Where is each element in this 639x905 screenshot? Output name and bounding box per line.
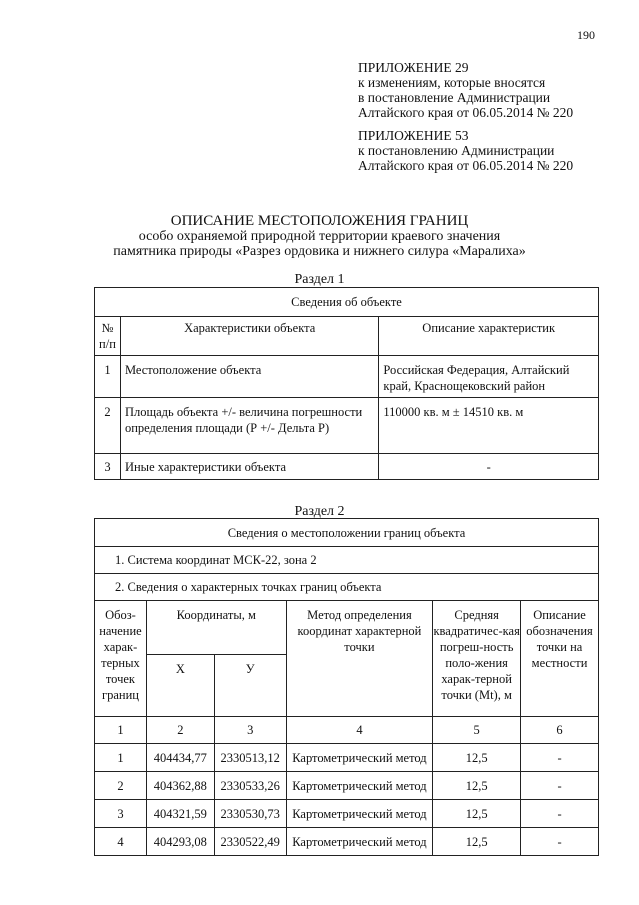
point-desc: - (521, 800, 599, 828)
point-mt: 12,5 (433, 772, 521, 800)
row-char: Иные характеристики объекта (120, 454, 378, 480)
point-method: Картометрический метод (286, 744, 433, 772)
col-header-desc: Описание характеристик (379, 317, 599, 356)
point-x: 404293,08 (146, 828, 214, 856)
table-row (95, 828, 599, 856)
column-number: 4 (286, 717, 433, 744)
point-desc: - (521, 744, 599, 772)
appendix-29-line: к изменениям, которые вносятся (358, 75, 546, 90)
point-y: 2330530,73 (214, 800, 286, 828)
row-num: 1 (95, 356, 121, 398)
col-header-char: Характеристики объекта (120, 317, 378, 356)
point-id: 3 (95, 800, 147, 828)
col-header-desc: Описание обозначения точки на местности (521, 601, 599, 717)
point-desc: - (521, 828, 599, 856)
appendix-29-line: Алтайского края от 06.05.2014 № 220 (358, 105, 574, 120)
appendix-53-block (358, 128, 573, 173)
column-number: 1 (95, 717, 147, 744)
col-header-method: Метод определения координат характерной точки (286, 601, 433, 717)
column-number: 5 (433, 717, 521, 744)
table-heading: Сведения о местоположении границ объекта (95, 519, 599, 547)
point-x: 404321,59 (146, 800, 214, 828)
column-number-row (95, 717, 599, 744)
table-row (95, 398, 599, 454)
table-row (95, 356, 599, 398)
title-line: памятника природы «Разрез ордовика и нижнего силура «Маралиха» (113, 244, 526, 259)
table-row (95, 744, 599, 772)
section-2-label: Раздел 2 (294, 504, 345, 519)
title-line: особо охраняемой природной территории краевого значения (138, 229, 501, 244)
table-row (95, 772, 599, 800)
col-header-coords: Координаты, м (146, 601, 286, 655)
point-desc: - (521, 772, 599, 800)
column-number: 2 (146, 717, 214, 744)
point-mt: 12,5 (433, 800, 521, 828)
col-header-y: У (214, 655, 286, 717)
column-number: 6 (521, 717, 599, 744)
point-id: 4 (95, 828, 147, 856)
appendix-29-title: ПРИЛОЖЕНИЕ 29 (358, 60, 469, 75)
points-info-line: 2. Сведения о характерных точках границ объекта (95, 574, 599, 601)
appendix-53-line: Алтайского края от 06.05.2014 № 220 (358, 158, 574, 173)
point-method: Картометрический метод (286, 800, 433, 828)
point-x: 404362,88 (146, 772, 214, 800)
title-main: ОПИСАНИЕ МЕСТОПОЛОЖЕНИЯ ГРАНИЦ (170, 213, 469, 229)
col-header-x: X (146, 655, 214, 717)
table-heading: Сведения об объекте (95, 288, 599, 317)
row-desc: - (379, 454, 599, 480)
column-number: 3 (214, 717, 286, 744)
point-y: 2330513,12 (214, 744, 286, 772)
point-mt: 12,5 (433, 828, 521, 856)
appendix-53-line: к постановлению Администрации (358, 143, 555, 158)
section-1-label: Раздел 1 (294, 272, 345, 287)
object-info-table (94, 287, 599, 480)
appendix-29-line: в постановление Администрации (358, 90, 551, 105)
boundary-points-table (94, 518, 599, 856)
coord-system-line: 1. Система координат МСК-22, зона 2 (95, 547, 599, 574)
col-header-num: № п/п (95, 317, 121, 356)
row-num: 2 (95, 398, 121, 454)
point-x: 404434,77 (146, 744, 214, 772)
row-num: 3 (95, 454, 121, 480)
row-char: Площадь объекта +/- величина погрешности определения площади (Р +/- Дельта Р) (120, 398, 378, 454)
row-desc: 110000 кв. м ± 14510 кв. м (379, 398, 599, 454)
point-method: Картометрический метод (286, 828, 433, 856)
appendix-53-title: ПРИЛОЖЕНИЕ 53 (358, 128, 469, 143)
document-title (0, 214, 639, 259)
appendix-29-block (358, 60, 573, 120)
table-row (95, 800, 599, 828)
point-mt: 12,5 (433, 744, 521, 772)
point-id: 1 (95, 744, 147, 772)
point-method: Картометрический метод (286, 772, 433, 800)
col-header-mt: Средняя квадратичес-кая погреш-ность поло-жения харак-терной точки (Mt), м (433, 601, 521, 717)
page-number: 190 (577, 28, 595, 42)
point-y: 2330533,26 (214, 772, 286, 800)
row-desc: Российская Федерация, Алтайский край, Краснощековский район (379, 356, 599, 398)
point-y: 2330522,49 (214, 828, 286, 856)
col-header-point: Обоз-начение харак-терных точек границ (95, 601, 147, 717)
point-id: 2 (95, 772, 147, 800)
table-row (95, 454, 599, 480)
row-char: Местоположение объекта (120, 356, 378, 398)
